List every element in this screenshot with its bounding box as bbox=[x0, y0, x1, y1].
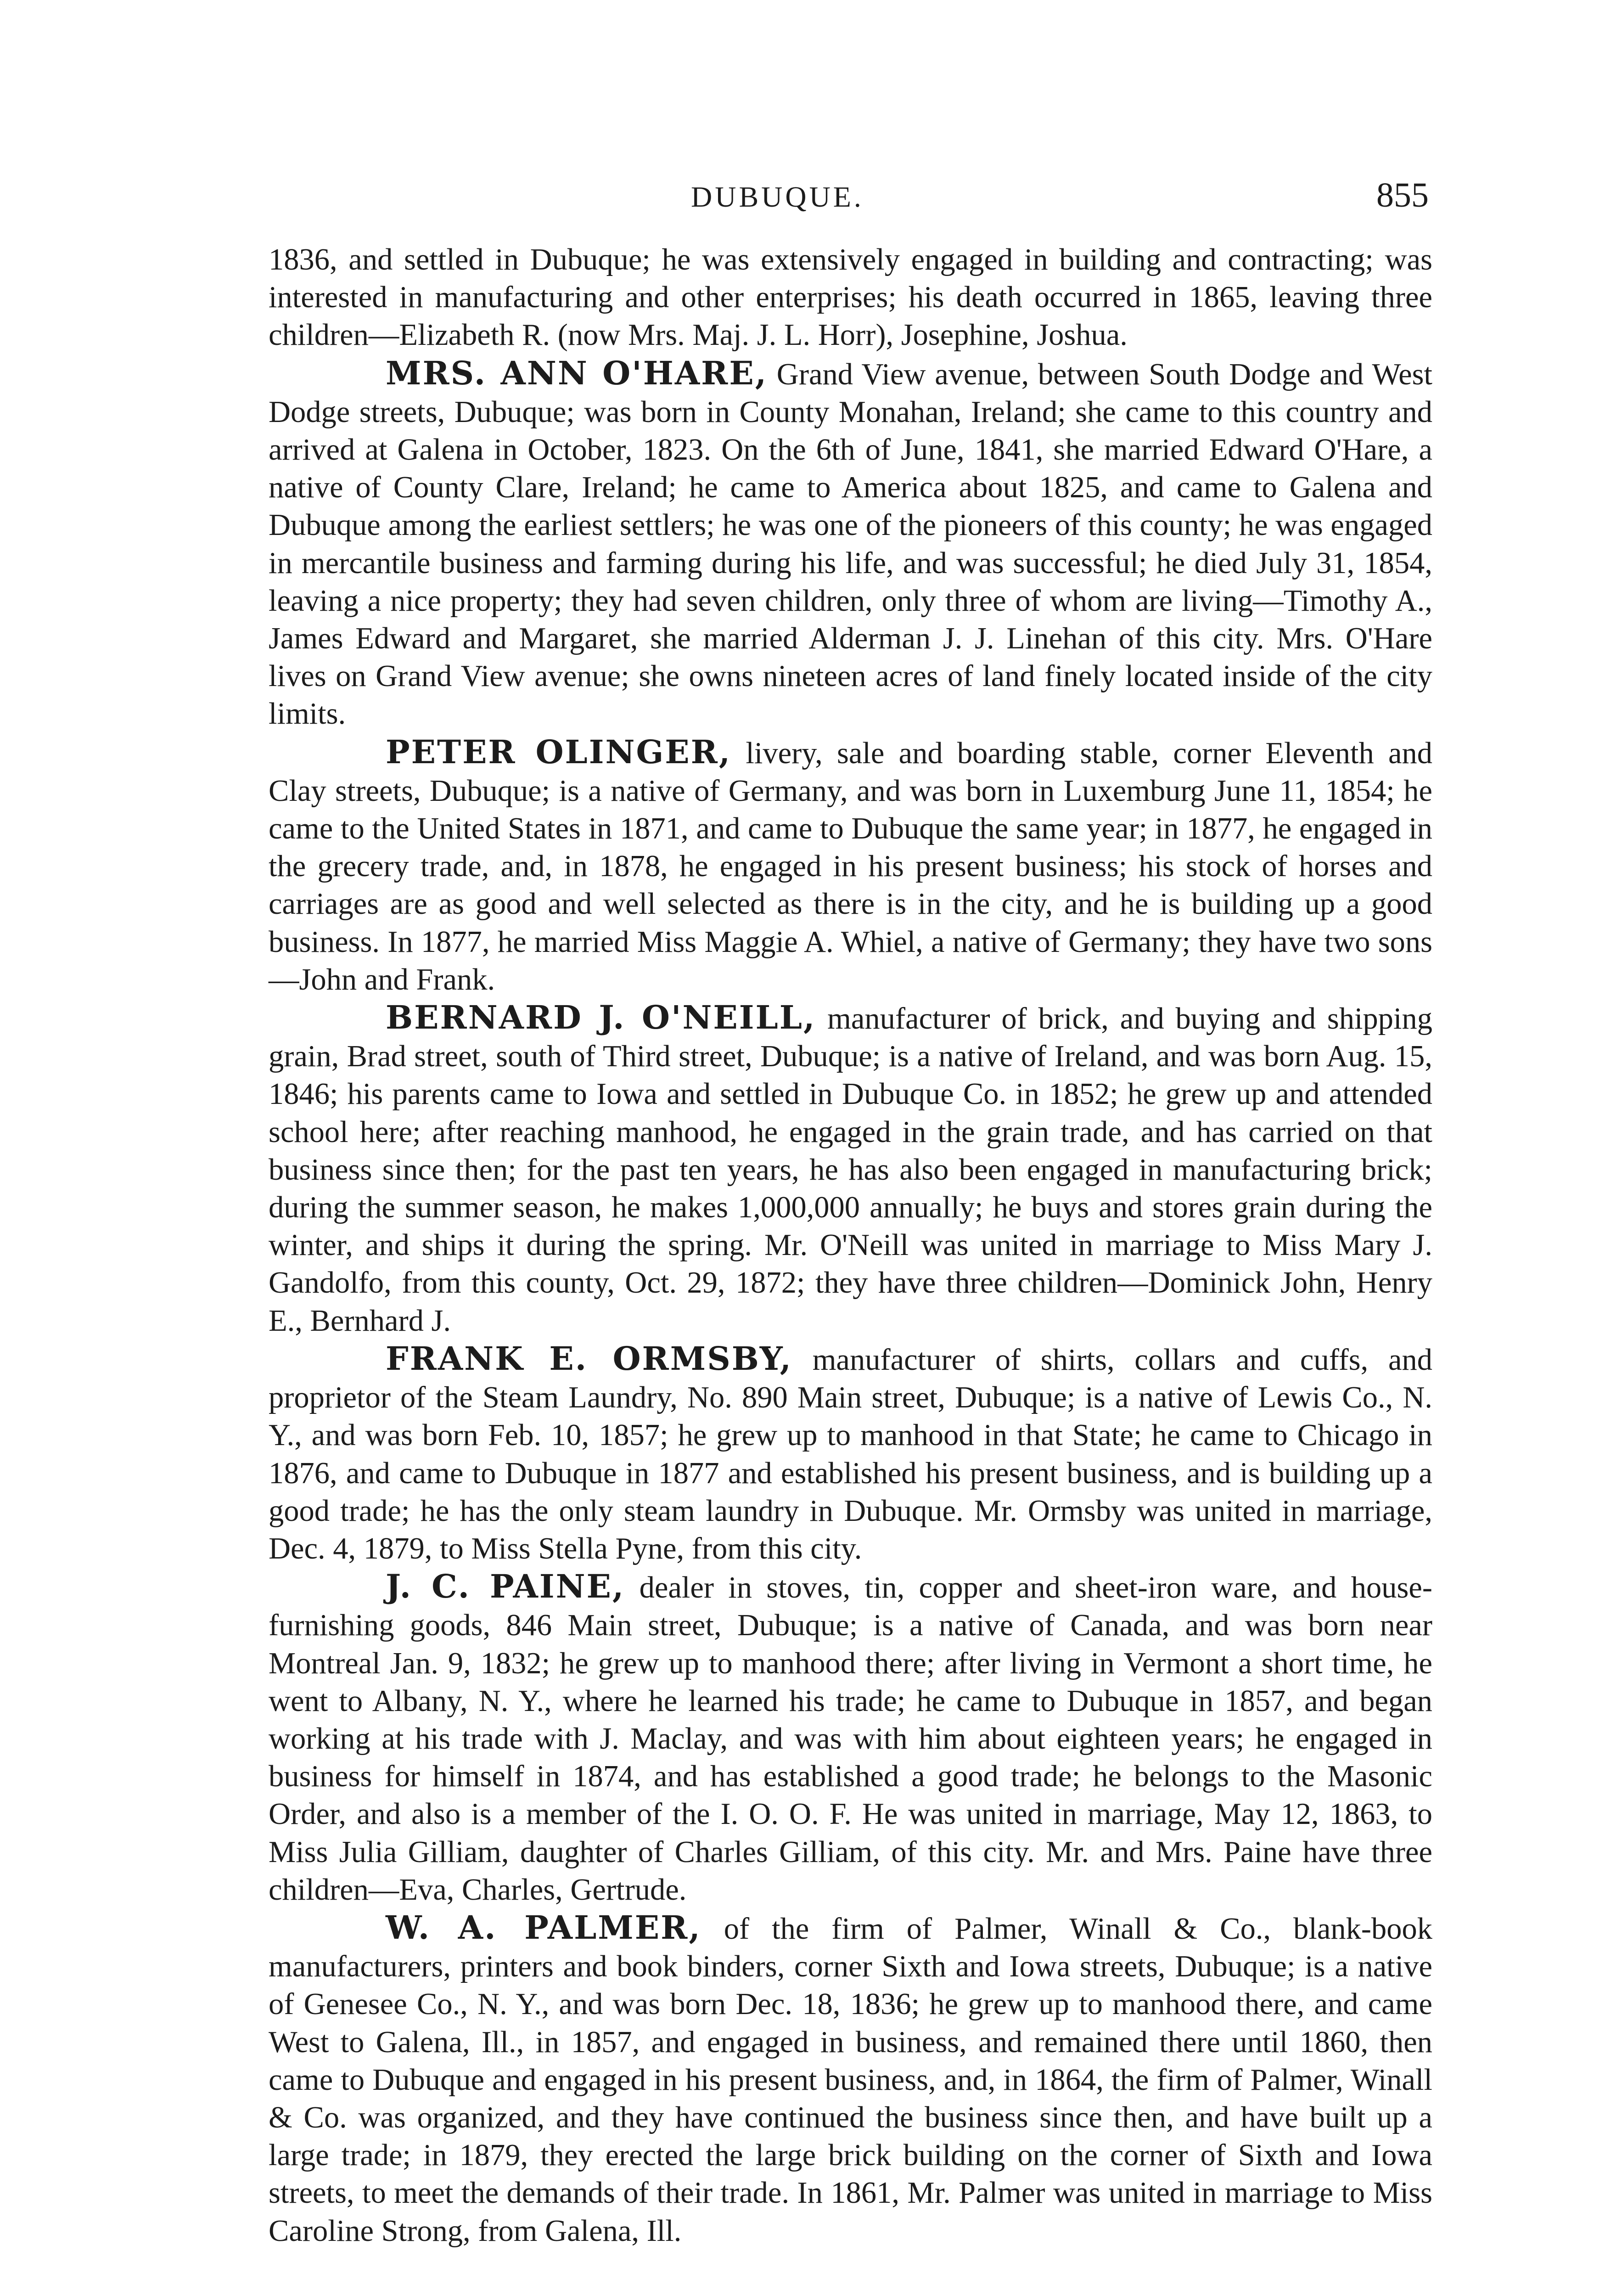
entry-name: PETER OLINGER, bbox=[386, 732, 732, 771]
entry-text: manufacturer of brick, and buying and shipping grain, Brad street, south of Third street, Dubuque; is a native of Ireland, and was born Aug. 15, 1846; his parents came to Iowa and settled in Dubuque Co. in 1852; he grew up and attended school here; after reaching manhood, he engaged in the grain trade, and has carried on that business since then; for the past ten years, he has also been engaged in manufacturing brick; during the summer season, he makes 1,000,000 annually; he buys and stores grain during the winter, and ships it during the spring. Mr. O'Neill was united in marriage to Miss Mary J. Gandolfo, from this county, Oct. 29, 1872; they have three children—Dominick John, Henry E., Bernhard J. bbox=[269, 1002, 1433, 1338]
continued-entry bbox=[269, 241, 1432, 355]
biography-entry-ohare bbox=[269, 355, 1432, 733]
running-title: DUBUQUE. bbox=[691, 180, 864, 213]
page-body bbox=[269, 241, 1432, 2250]
entry-name: BERNARD J. O'NEILL, bbox=[386, 998, 816, 1037]
biography-entry-olinger bbox=[269, 733, 1432, 999]
entry-text: dealer in stoves, tin, copper and sheet-iron ware, and house-furnishing goods, 846 Main street, Dubuque; is a native of Canada, and was born near Montreal Jan. 9, 1832; he grew up to manhood there; after living in Vermont a short time, he went to Albany, N. Y., where he learned his trade; he came to Dubuque in 1857, and began working at his trade with J. Maclay, and was with him about eighteen years; he engaged in business for himself in 1874, and has established a good trade; he belongs to the Masonic Order, and also is a member of the I. O. O. F. He was united in marriage, May 12, 1863, to Miss Julia Gilliam, daughter of Charles Gilliam, of this city. Mr. and Mrs. Paine have three children—Eva, Charles, Gertrude. bbox=[269, 1571, 1433, 1907]
entry-name: FRANK E. ORMSBY, bbox=[386, 1339, 793, 1378]
biography-entry-ormsby bbox=[269, 1340, 1432, 1568]
entry-text: Grand View avenue, between South Dodge and West Dodge streets, Dubuque; was born in County Monahan, Ireland; she came to this country and arrived at Galena in October, 1823. On the 6th of June, 1841, she married Edward O'Hare, a native of County Clare, Ireland; he came to America about 1825, and came to Galena and Dubuque among the earliest settlers; he was one of the pioneers of this county; he was engaged in mercantile business and farming during his life, and was successful; he died July 31, 1854, leaving a nice property; they had seven children, only three of whom are living—Timothy A., James Edward and Margaret, she married Alderman J. J. Linehan of this city. Mrs. O'Hare lives on Grand View avenue; she owns nineteen acres of land finely located inside of the city limits. bbox=[269, 357, 1432, 731]
page-number: 855 bbox=[1376, 176, 1429, 214]
biography-entry-paine bbox=[269, 1568, 1432, 1909]
entry-text: livery, sale and boarding stable, corner Eleventh and Clay streets, Dubuque; is a native of Germany, and was born in Luxemburg June 11, 1854; he came to the United States in 1871, and came to Dubuque the same year; in 1877, he engaged in the grecery trade, and, in 1878, he engaged in his present business; his stock of horses and carriages are as good and well selected as there is in the city, and he is building up a good business. In 1877, he married Miss Maggie A. Whiel, a native of Germany; they have two sons—John and Frank. bbox=[269, 736, 1432, 996]
entry-name: W. A. PALMER, bbox=[386, 1908, 701, 1947]
entry-text: 1836, and settled in Dubuque; he was extensively engaged in building and contracting; was interested in manufacturing and other enterprises; his death occurred in 1865, leaving three children—Elizabeth R. (now Mrs. Maj. J. L. Horr), Josephine, Joshua. bbox=[269, 243, 1432, 352]
biography-entry-oneill bbox=[269, 999, 1432, 1340]
running-head bbox=[0, 176, 1616, 221]
biography-entry-palmer bbox=[269, 1909, 1432, 2250]
entry-name: MRS. ANN O'HARE, bbox=[386, 354, 768, 392]
entry-name: J. C. PAINE, bbox=[386, 1567, 625, 1606]
entry-text: manufacturer of shirts, collars and cuffs, and proprietor of the Steam Laundry, No. 890 Main street, Dubuque; is a native of Lewis Co., N. Y., and was born Feb. 10, 1857; he grew up to manhood in that State; he came to Chicago in 1876, and came to Dubuque in 1877 and established his present business, and is building up a good trade; he has the only steam laundry in Dubuque. Mr. Ormsby was united in marriage, Dec. 4, 1879, to Miss Stella Pyne, from this city. bbox=[269, 1343, 1432, 1565]
entry-text: of the firm of Palmer, Winall & Co., blank-book manufacturers, printers and book binders, corner Sixth and Iowa streets, Dubuque; is a native of Genesee Co., N. Y., and was born Dec. 18, 1836; he grew up to manhood there, and came West to Galena, Ill., in 1857, and engaged in business, and remained there until 1860, then came to Dubuque and engaged in his present business, and, in 1864, the firm of Palmer, Winall & Co. was organized, and they have continued the business since then, and have built up a large trade; in 1879, they erected the large brick building on the corner of Sixth and Iowa streets, to meet the demands of their trade. In 1861, Mr. Palmer was united in marriage to Miss Caroline Strong, from Galena, Ill. bbox=[269, 1912, 1432, 2248]
